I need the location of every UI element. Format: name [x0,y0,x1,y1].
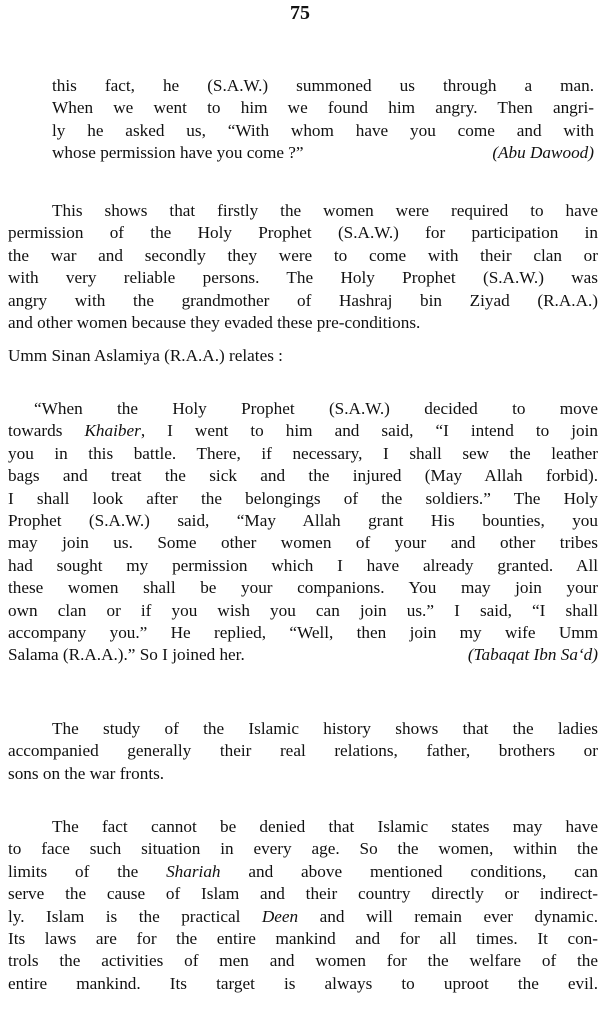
line: permission of the Holy Prophet (S.A.W.) for participation in [8,223,598,243]
line: bags and treat the sick and the injured (May Allah forbid). [8,466,598,486]
line: ly. Islam is the practical Deen and will remain ever dynamic. [8,906,599,926]
paragraph-4 [8,398,598,667]
paragraph-3 [8,345,598,367]
line: trols the activities of men and women for the welfare of the [8,951,598,971]
line: towards Khaiber, I went to him and said, “I intend to join [8,421,598,441]
citation: (Tabaqat Ibn Sa‘d) [467,645,598,665]
line: I shall look after the belongings of the soldiers.” The Holy [8,488,598,508]
line: Umm Sinan Aslamiya (R.A.A.) relates : [8,346,283,365]
line: with very reliable persons. The Holy Prophet (S.A.W.) was [8,268,598,288]
line-with-citation [52,142,594,164]
line: The study of the Islamic history shows that the ladies [52,719,598,738]
paragraph-1 [52,75,594,165]
line-with-citation [8,644,598,666]
line: When we went to him we found him angry. Then angri- [52,98,594,118]
line: and other women because they evaded these pre-conditions. [8,313,421,333]
page-number: 75 [290,2,310,24]
line: accompanied generally their real relations, father, brothers or [8,741,598,761]
line: “When the Holy Prophet (S.A.W.) decided to move [34,399,598,418]
citation: (Abu Dawood) [492,143,594,163]
paragraph-2 [8,200,598,334]
paragraph-5 [8,718,598,785]
line: this fact, he (S.A.W.) summoned us through a man. [52,76,594,95]
line: had sought my permission which I have already granted. All [8,555,598,575]
line: entire mankind. Its target is always to uproot the evil. [8,973,598,993]
paragraph-6 [8,816,598,995]
line: Its laws are for the entire mankind and for all times. It con- [8,929,598,949]
line: may join us. Some other women of your and other tribes [8,533,598,553]
line: angry with the grandmother of Hashraj bin Ziyad (R.A.A.) [8,290,598,310]
line-text: whose permission have you come ?” [52,143,304,163]
italic-term: Khaiber [84,421,141,441]
italic-term: Deen [261,906,299,926]
line: This shows that firstly the women were required to have [52,201,598,220]
line: accompany you.” He replied, “Well, then join my wife Umm [8,623,598,643]
italic-term: Shariah [166,861,221,881]
line: ly he asked us, “With whom have you come and with [52,120,594,140]
line: sons on the war fronts. [8,763,165,783]
line: the war and secondly they were to come with their clan or [8,245,598,265]
line: to face such situation in every age. So the women, within the [8,839,598,859]
line: serve the cause of Islam and their country directly or indirect- [8,884,598,904]
line: own clan or if you wish you can join us.” I said, “I shall [8,600,598,620]
line: The fact cannot be denied that Islamic states may have [52,817,598,836]
line: limits of the Shariah and above mentioned conditions, can [8,861,598,881]
line: these women shall be your companions. You may join your [8,578,598,598]
line: Prophet (S.A.W.) said, “May Allah grant His bounties, you [8,511,598,531]
line: you in this battle. There, if necessary, I shall sew the leather [8,443,598,463]
line-text: Salama (R.A.A.).” So I joined her. [8,645,245,665]
